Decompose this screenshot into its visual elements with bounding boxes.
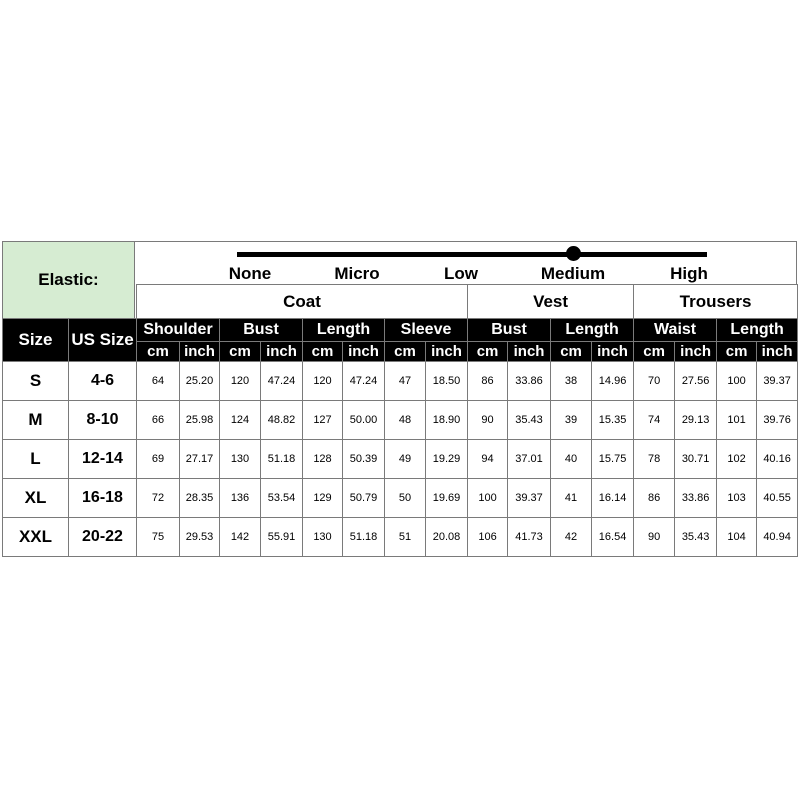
size-cell: XXL — [3, 518, 69, 557]
table-row — [3, 401, 798, 440]
table-row — [3, 440, 798, 479]
measure-cell: 30.71 — [675, 440, 717, 479]
measure-cell: 50.00 — [343, 401, 385, 440]
unit-cm: cm — [220, 342, 261, 362]
measure-cell: 90 — [634, 518, 675, 557]
header-vest-length: Length — [551, 319, 634, 342]
measure-cell: 47 — [385, 362, 426, 401]
measure-cell: 50.79 — [343, 479, 385, 518]
measure-cell: 130 — [303, 518, 343, 557]
measure-cell: 51 — [385, 518, 426, 557]
measure-cell: 37.01 — [508, 440, 551, 479]
us-size-cell: 8-10 — [69, 401, 137, 440]
elastic-label: Elastic: — [2, 241, 135, 319]
measure-cell: 33.86 — [508, 362, 551, 401]
measure-cell: 29.13 — [675, 401, 717, 440]
measure-cell: 38 — [551, 362, 592, 401]
unit-cm: cm — [634, 342, 675, 362]
elastic-level-low: Low — [444, 264, 478, 283]
section-trousers: Trousers — [634, 285, 798, 319]
header-sleeve: Sleeve — [385, 319, 468, 342]
measure-cell: 48 — [385, 401, 426, 440]
measure-cell: 66 — [137, 401, 180, 440]
measure-cell: 35.43 — [508, 401, 551, 440]
unit-inch: inch — [592, 342, 634, 362]
size-table — [2, 284, 798, 557]
measure-cell: 47.24 — [343, 362, 385, 401]
unit-cm: cm — [385, 342, 426, 362]
measure-cell: 15.75 — [592, 440, 634, 479]
measure-cell: 42 — [551, 518, 592, 557]
measure-cell: 103 — [717, 479, 757, 518]
measure-cell: 39.37 — [508, 479, 551, 518]
measure-cell: 86 — [634, 479, 675, 518]
us-size-cell: 12-14 — [69, 440, 137, 479]
header-trousers-length: Length — [717, 319, 798, 342]
measure-cell: 51.18 — [261, 440, 303, 479]
elastic-level-high: High — [670, 264, 708, 283]
measure-cell: 29.53 — [180, 518, 220, 557]
section-vest: Vest — [468, 285, 634, 319]
measure-cell: 19.69 — [426, 479, 468, 518]
measure-cell: 18.50 — [426, 362, 468, 401]
measure-cell: 101 — [717, 401, 757, 440]
unit-inch: inch — [426, 342, 468, 362]
measure-cell: 142 — [220, 518, 261, 557]
measure-cell: 128 — [303, 440, 343, 479]
measure-cell: 100 — [468, 479, 508, 518]
measure-cell: 53.54 — [261, 479, 303, 518]
measure-cell: 102 — [717, 440, 757, 479]
size-cell: S — [3, 362, 69, 401]
unit-inch: inch — [261, 342, 303, 362]
unit-cm: cm — [717, 342, 757, 362]
us-size-cell: 20-22 — [69, 518, 137, 557]
header-coat-bust: Bust — [220, 319, 303, 342]
measure-cell: 94 — [468, 440, 508, 479]
measure-cell: 120 — [303, 362, 343, 401]
measure-cell: 127 — [303, 401, 343, 440]
measure-cell: 40.94 — [757, 518, 798, 557]
measure-cell: 41 — [551, 479, 592, 518]
header-vest-bust: Bust — [468, 319, 551, 342]
table-row — [3, 479, 798, 518]
measure-cell: 25.20 — [180, 362, 220, 401]
header-waist: Waist — [634, 319, 717, 342]
measure-cell: 27.56 — [675, 362, 717, 401]
measure-cell: 14.96 — [592, 362, 634, 401]
measure-cell: 86 — [468, 362, 508, 401]
unit-cm: cm — [468, 342, 508, 362]
measure-cell: 20.08 — [426, 518, 468, 557]
measure-cell: 100 — [717, 362, 757, 401]
size-cell: L — [3, 440, 69, 479]
measure-cell: 33.86 — [675, 479, 717, 518]
measure-cell: 129 — [303, 479, 343, 518]
unit-inch: inch — [675, 342, 717, 362]
unit-inch: inch — [757, 342, 798, 362]
elastic-scale-labels — [135, 264, 796, 284]
measure-cell: 28.35 — [180, 479, 220, 518]
elastic-level-micro: Micro — [334, 264, 380, 283]
measure-cell: 40.55 — [757, 479, 798, 518]
measure-cell: 90 — [468, 401, 508, 440]
measure-cell: 39 — [551, 401, 592, 440]
measure-cell: 51.18 — [343, 518, 385, 557]
measure-cell: 124 — [220, 401, 261, 440]
measure-cell: 25.98 — [180, 401, 220, 440]
measure-cell: 18.90 — [426, 401, 468, 440]
measure-cell: 35.43 — [675, 518, 717, 557]
elastic-band — [2, 241, 797, 289]
elastic-level-none: None — [228, 264, 272, 283]
measure-cell: 69 — [137, 440, 180, 479]
measure-cell: 136 — [220, 479, 261, 518]
measure-cell: 64 — [137, 362, 180, 401]
measure-cell: 48.82 — [261, 401, 303, 440]
elastic-scale-line — [237, 252, 707, 257]
measure-cell: 104 — [717, 518, 757, 557]
elastic-scale-marker — [566, 246, 581, 261]
measure-cell: 78 — [634, 440, 675, 479]
unit-cm: cm — [551, 342, 592, 362]
unit-inch: inch — [343, 342, 385, 362]
section-coat: Coat — [137, 285, 468, 319]
measure-cell: 19.29 — [426, 440, 468, 479]
measure-cell: 50 — [385, 479, 426, 518]
size-cell: M — [3, 401, 69, 440]
us-size-header: US Size — [69, 319, 137, 362]
unit-cm: cm — [303, 342, 343, 362]
measure-cell: 49 — [385, 440, 426, 479]
measure-cell: 27.17 — [180, 440, 220, 479]
measure-cell: 40.16 — [757, 440, 798, 479]
us-size-cell: 16-18 — [69, 479, 137, 518]
measure-cell: 55.91 — [261, 518, 303, 557]
unit-inch: inch — [180, 342, 220, 362]
measure-cell: 120 — [220, 362, 261, 401]
measure-cell: 74 — [634, 401, 675, 440]
measure-cell: 16.14 — [592, 479, 634, 518]
header-coat-length: Length — [303, 319, 385, 342]
measure-cell: 47.24 — [261, 362, 303, 401]
size-header: Size — [3, 319, 69, 362]
unit-cm: cm — [137, 342, 180, 362]
measure-cell: 130 — [220, 440, 261, 479]
table-row — [3, 362, 798, 401]
measure-cell: 41.73 — [508, 518, 551, 557]
measure-cell: 39.76 — [757, 401, 798, 440]
us-size-cell: 4-6 — [69, 362, 137, 401]
measure-cell: 16.54 — [592, 518, 634, 557]
measure-cell: 70 — [634, 362, 675, 401]
elastic-level-medium: Medium — [540, 264, 606, 283]
measure-cell: 75 — [137, 518, 180, 557]
measure-cell: 15.35 — [592, 401, 634, 440]
unit-inch: inch — [508, 342, 551, 362]
measure-header-row — [3, 319, 798, 342]
size-cell: XL — [3, 479, 69, 518]
table-row — [3, 518, 798, 557]
measure-cell: 39.37 — [757, 362, 798, 401]
measure-cell: 50.39 — [343, 440, 385, 479]
measure-cell: 40 — [551, 440, 592, 479]
measure-cell: 72 — [137, 479, 180, 518]
size-chart — [2, 241, 797, 557]
elastic-scale — [135, 241, 797, 284]
header-shoulder: Shoulder — [137, 319, 220, 342]
size-rows — [3, 362, 798, 557]
measure-cell: 106 — [468, 518, 508, 557]
